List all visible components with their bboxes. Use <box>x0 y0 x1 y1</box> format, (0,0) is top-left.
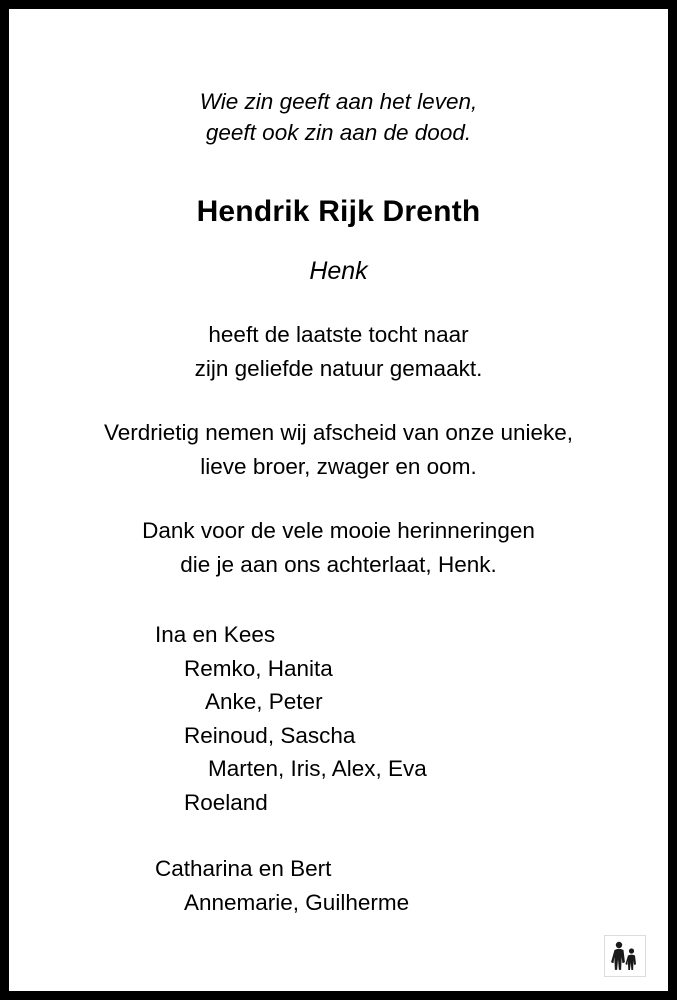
family-group-2 <box>9 852 668 919</box>
paragraph-2 <box>9 416 668 484</box>
paragraph-3-line-2: die je aan ons achterlaat, Henk. <box>180 552 497 577</box>
paragraph-1-line-1: heeft de laatste tocht naar <box>208 322 469 347</box>
paragraph-1-line-2: zijn geliefde natuur gemaakt. <box>194 356 483 381</box>
family-line: Reinoud, Sascha <box>184 722 356 748</box>
family-names <box>9 618 668 919</box>
epigraph-line-2: geeft ook zin aan de dood. <box>205 120 472 145</box>
family-line: Ina en Kees <box>155 622 276 647</box>
obituary-content <box>9 9 668 919</box>
mourning-figures-logo-icon <box>604 935 646 977</box>
family-line: Catharina en Bert <box>155 856 332 881</box>
paragraph-1 <box>9 318 668 386</box>
family-group-1 <box>9 618 668 819</box>
deceased-nickname: Henk <box>309 257 368 285</box>
paragraph-3-line-1: Dank voor de vele mooie herinneringen <box>142 518 535 543</box>
family-line: Roeland <box>184 789 268 815</box>
paragraph-2-line-1: Verdrietig nemen wij afscheid van onze unieke, <box>103 420 574 445</box>
paragraph-3 <box>9 514 668 582</box>
family-line: Anke, Peter <box>205 689 323 714</box>
family-line: Remko, Hanita <box>184 655 333 681</box>
paragraph-2-line-2: lieve broer, zwager en oom. <box>200 454 477 479</box>
epigraph-line-1: Wie zin geeft aan het leven, <box>199 89 478 114</box>
family-line: Marten, Iris, Alex, Eva <box>208 756 427 781</box>
deceased-full-name: Hendrik Rijk Drenth <box>196 195 481 228</box>
epigraph <box>9 86 668 148</box>
family-line: Annemarie, Guilherme <box>184 889 410 915</box>
obituary-card <box>9 9 668 991</box>
